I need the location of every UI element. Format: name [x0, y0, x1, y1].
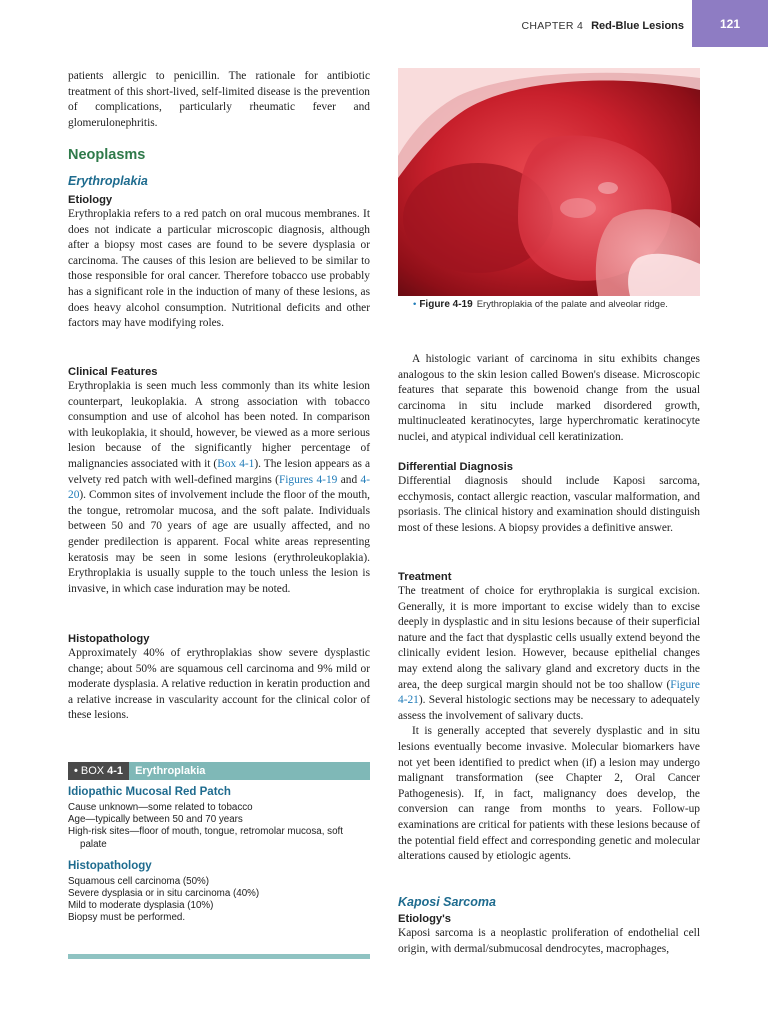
etiology-section [68, 194, 370, 332]
box-section1-title: Idiopathic Mucosal Red Patch [68, 786, 231, 798]
figure-caption-text: Erythroplakia of the palate and alveolar ridge. [476, 299, 668, 310]
kaposi-heading: Kaposi Sarcoma [398, 895, 496, 909]
figure-label: Figure 4-19 [419, 299, 473, 310]
neoplasms-block [68, 147, 370, 163]
box-item: High-risk sites—floor of mouth, tongue, retromolar mucosa, soft [68, 826, 343, 838]
treatment-section [398, 571, 700, 865]
kaposi-section [398, 895, 700, 957]
histopathology-heading: Histopathology [68, 633, 150, 645]
box-title: Erythroplakia [135, 765, 206, 777]
running-header [521, 20, 684, 32]
box-header [68, 762, 370, 780]
chapter-label: CHAPTER 4 [521, 20, 584, 32]
etiology-heading: Etiology [68, 194, 113, 206]
figure-4-20-link[interactable]: 4-20 [68, 473, 370, 502]
erythroplakia-section [68, 174, 370, 188]
chapter-title: Red-Blue Lesions [591, 20, 684, 32]
box-item: palate [80, 838, 107, 850]
box-section2-title: Histopathology [68, 859, 152, 872]
box-item: Mild to moderate dysplasia (10%) [68, 900, 214, 912]
box-bottom-bar [68, 954, 370, 959]
treatment-text-1: The treatment of choice for erythroplakia is surgical excision. Generally, it is more important to excise widely than to excise deeply in dysplastic and in situ lesions because of their superficial nature and the fact that dysplastic cells usually extend beyond the clinically evident lesion. However, because epithelial changes may extend along the salivary gland and excretory ducts in the area, the deep surgical margin should not be too shallow ( [398, 585, 700, 691]
erythroplakia-heading: Erythroplakia [68, 174, 148, 188]
histologic-variant-block [398, 352, 700, 446]
box-item: Age—typically between 50 and 70 years [68, 814, 243, 826]
treatment-paragraph-2: It is generally accepted that severely dysplastic and in situ lesions eventually become invasive. Molecular biomarkers have not yet been identified to predict when (if) a lesion may undergo malignant transformation (see Chapter 2, Oral Cancer Pathogenesis). If, in fact, malignancy does develop, the conversion can range from months to years. Follow-up examinations are critical for patients with these lesions because of the potential field effect and corresponding genetic and molecular alterations caused by etiologic agents. [398, 725, 700, 863]
clinical-heading: Clinical Features [68, 366, 158, 378]
histologic-variant-paragraph: A histologic variant of carcinoma in situ exhibits changes analogous to the skin lesion called Bowen's disease. Microscopic features that separate this bowenoid change from the usual carcinoma in situ include marked disordered growth, multinucleated keratinocytes, large hyperchromatic keratinocyte nuclei, and atypical individual cell keratinization. [398, 353, 700, 443]
box-number: 4-1 [107, 765, 124, 777]
clinical-text-2: ). The lesion appears as a velvety red patch with well-defined margins ( [68, 457, 370, 486]
clinical-text-3: ). Common sites of involvement include the floor of the mouth, the tongue, retromolar mucosa, and the soft palate. Individuals between 50 and 70 years of age are usually affected, and no gender predilection is apparent. Focal white areas representing keratosis may be seen in some lesions (erythroleukoplakia). Erythroplakia is usually supple to the touch unless the lesion is invasive, in which case induration may be noted. [68, 489, 370, 595]
figure-caption [413, 299, 703, 310]
box-item: Squamous cell carcinoma (50%) [68, 875, 210, 887]
caption-bullet: • [413, 299, 417, 310]
box-item: Biopsy must be performed. [68, 912, 186, 924]
treatment-heading: Treatment [398, 571, 452, 583]
page-number: 121 [692, 0, 768, 47]
histopathology-paragraph: Approximately 40% of erythroplakias show severe dysplastic change; about 50% are squamous cell carcinoma and 9% mild or moderate dysplasia. A relative reduction in keratin production and a relative increase in vascularity account for the clinical color of these lesions. [68, 647, 370, 722]
histopathology-section [68, 633, 370, 724]
clinical-paragraph [68, 379, 370, 597]
clinical-text-1: Erythroplakia is seen much less commonly than its white lesion counterpart, leukoplakia. A strong association with tobacco consumption and use of alcohol has been noted. In comparison with leukoplakia, it should, however, be viewed as a more serious lesion because of the significantly higher percentage of malignancies associated with it ( [68, 380, 370, 470]
box-content [68, 786, 370, 925]
treatment-text-2: ). Several histologic sections may be necessary to adequately assess the involvement of salivary ducts. [398, 694, 700, 722]
differential-section [398, 461, 700, 536]
figure-4-19-photo [398, 68, 700, 296]
box-item: Severe dysplasia or in situ carcinoma (40%) [68, 888, 260, 900]
neoplasms-heading: Neoplasms [68, 147, 146, 163]
clinical-text-and: and [337, 473, 361, 486]
box-4-1-link[interactable]: Box 4-1 [217, 457, 255, 470]
etiology-paragraph: Erythroplakia refers to a red patch on oral mucous membranes. It does not indicate a particular microscopic diagnosis, although after a biopsy most cases are found to be severe dysplasia or carcinoma. The causes of this lesion are believed to be similar to those responsible for oral cancer. Therefore tobacco use probably has a significant role in the induction of many of these lesions, as does heavy alcohol consumption. Nutritional deficits and other factors may have modifying roles. [68, 208, 370, 330]
box-label-text: BOX [80, 765, 105, 777]
kaposi-paragraph: Kaposi sarcoma is a neoplastic proliferation of endothelial cell origin, with dermal/submucosal dendrocytes, macrophages, [398, 927, 700, 955]
kaposi-etiology-heading: Etiology's [398, 913, 452, 925]
differential-paragraph: Differential diagnosis should include Kaposi sarcoma, ecchymosis, contact allergic reaction, vascular malformation, and psoriasis. The clinical history and examination should distinguish most of these lesions. A biopsy provides a definitive answer. [398, 475, 700, 534]
clinical-section [68, 366, 370, 597]
intro-paragraph: patients allergic to penicillin. The rationale for antibiotic treatment of this short-lived, self-limited disease is the prevention of complications, particularly rheumatic fever and glomerulonephritis. [68, 70, 370, 129]
differential-heading: Differential Diagnosis [398, 461, 514, 473]
left-intro-block [68, 69, 370, 131]
figure-4-21-link[interactable]: Figure 4-21 [398, 678, 700, 707]
box-item: Cause unknown—some related to tobacco [68, 802, 253, 813]
box-bullet: • [74, 765, 78, 777]
box-label [68, 762, 129, 780]
figure-4-19-link[interactable]: Figures 4-19 [278, 473, 338, 486]
treatment-paragraph-1 [398, 584, 700, 724]
